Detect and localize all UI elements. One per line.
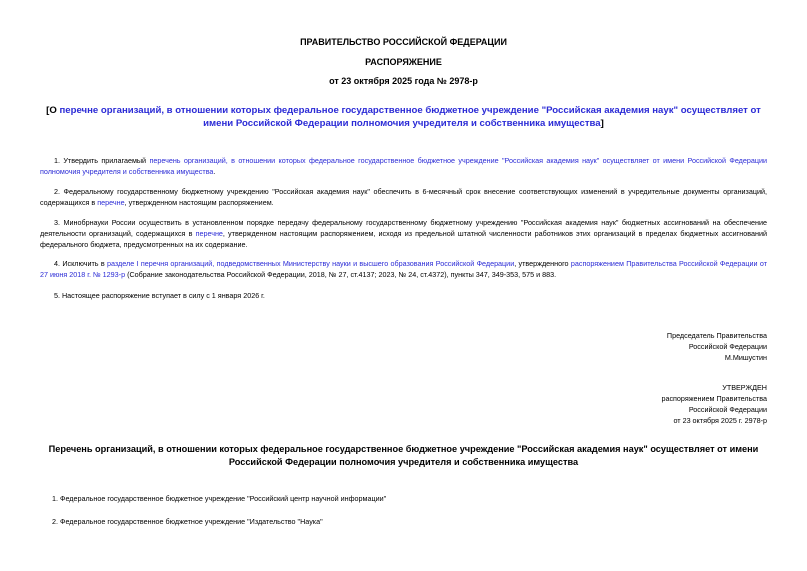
paragraph-4-mid: , утвержденного <box>514 259 571 268</box>
paragraph-2-list-link[interactable]: перечне <box>97 198 125 207</box>
approved-country: Российской Федерации <box>688 405 767 414</box>
list-item: 1. Федеральное государственное бюджетное учреждение "Российский центр научной информации" <box>52 494 387 503</box>
paragraph-1-text: 1. Утвердить прилагаемый <box>54 156 150 165</box>
signature-country: Российской Федерации <box>688 342 767 351</box>
paragraph-1-list-link[interactable]: перечень организаций, в отношении которых федеральное государственное бюджетное учреждение "Российская академия наук" осуществляет от имени Российской Федерации полномочия учредителя и собственника имущества <box>40 156 767 176</box>
paragraph-4 <box>40 258 767 280</box>
approved-label: УТВЕРЖДЕН <box>722 383 767 392</box>
paragraph-4-text: 4. Исключить в <box>54 259 107 268</box>
document-date-number: от 23 октября 2025 года № 2978-р <box>329 76 478 86</box>
paragraph-1 <box>40 155 767 177</box>
paragraph-3-text: 3. Минобрнауки России осуществить в установленном порядке передачу федеральному государственному бюджетному учреждению "Российская академия наук" бюджетных ассигнований на обеспечение деятельности организаций, содержащихся в <box>40 218 767 238</box>
title-bracket-close: ] <box>600 118 604 129</box>
paragraph-1-end: . <box>213 167 216 176</box>
government-header: ПРАВИТЕЛЬСТВО РОССИЙСКОЙ ФЕДЕРАЦИИ <box>300 37 507 47</box>
approved-by: распоряжением Правительства <box>661 394 767 403</box>
signature-position: Председатель Правительства <box>666 331 767 340</box>
paragraph-5: 5. Настоящее распоряжение вступает в силу с 1 января 2026 г. <box>54 291 265 300</box>
approved-block <box>661 382 767 426</box>
title-link[interactable]: перечне организаций, в отношении которых федеральное государственное бюджетное учреждение "Российская академия наук" осуществляет от имени Российской Федерации полномочия учредителя и собственника имущества <box>59 105 761 129</box>
paragraph-3-end: , утвержденном настоящим распоряжением, исходя из предельной штатной численности работников этих организаций в пределах бюджетных ассигнований федерального бюджета, предусмотренных на их содержание. <box>40 229 767 249</box>
paragraph-2 <box>40 186 767 208</box>
list-title: Перечень организаций, в отношении которых федеральное государственное бюджетное учреждение "Российская академия наук" осуществляет от имени Российской Федерации полномочия учредителя и собственника имущества <box>48 444 759 467</box>
paragraph-4-order-link[interactable]: распоряжением Правительства Российской Федерации от 27 июня 2018 г. № 1293-р <box>40 259 767 279</box>
paragraph-2-end: , утвержденном настоящим распоряжением. <box>124 198 274 207</box>
list-item: 2. Федеральное государственное бюджетное учреждение "Издательство "Наука" <box>52 517 323 526</box>
paragraph-4-section-link[interactable]: разделе I перечня организаций, подведомственных Министерству науки и высшего образования Российской Федерации <box>107 259 515 268</box>
signature-block <box>667 330 767 363</box>
title-bracket-open: [О <box>46 105 60 116</box>
paragraph-2-text: 2. Федеральному государственному бюджетному учреждению "Российская академия наук" обеспечить в 6-месячный срок внесение соответствующих изменений в учредительные документы организаций, содержащихся в <box>40 187 767 207</box>
paragraph-3 <box>40 217 767 250</box>
document-type: РАСПОРЯЖЕНИЕ <box>365 57 442 67</box>
paragraph-4-end: (Собрание законодательства Российской Федерации, 2018, № 27, ст.4137; 2023, № 24, ст.4372), пункты 347, 349-353, 575 и 883. <box>125 270 557 279</box>
paragraph-3-list-link[interactable]: перечне <box>195 229 223 238</box>
document-title <box>40 104 767 130</box>
signature-name: М.Мишустин <box>724 353 767 362</box>
approved-date: от 23 октября 2025 г. 2978-р <box>673 416 767 425</box>
